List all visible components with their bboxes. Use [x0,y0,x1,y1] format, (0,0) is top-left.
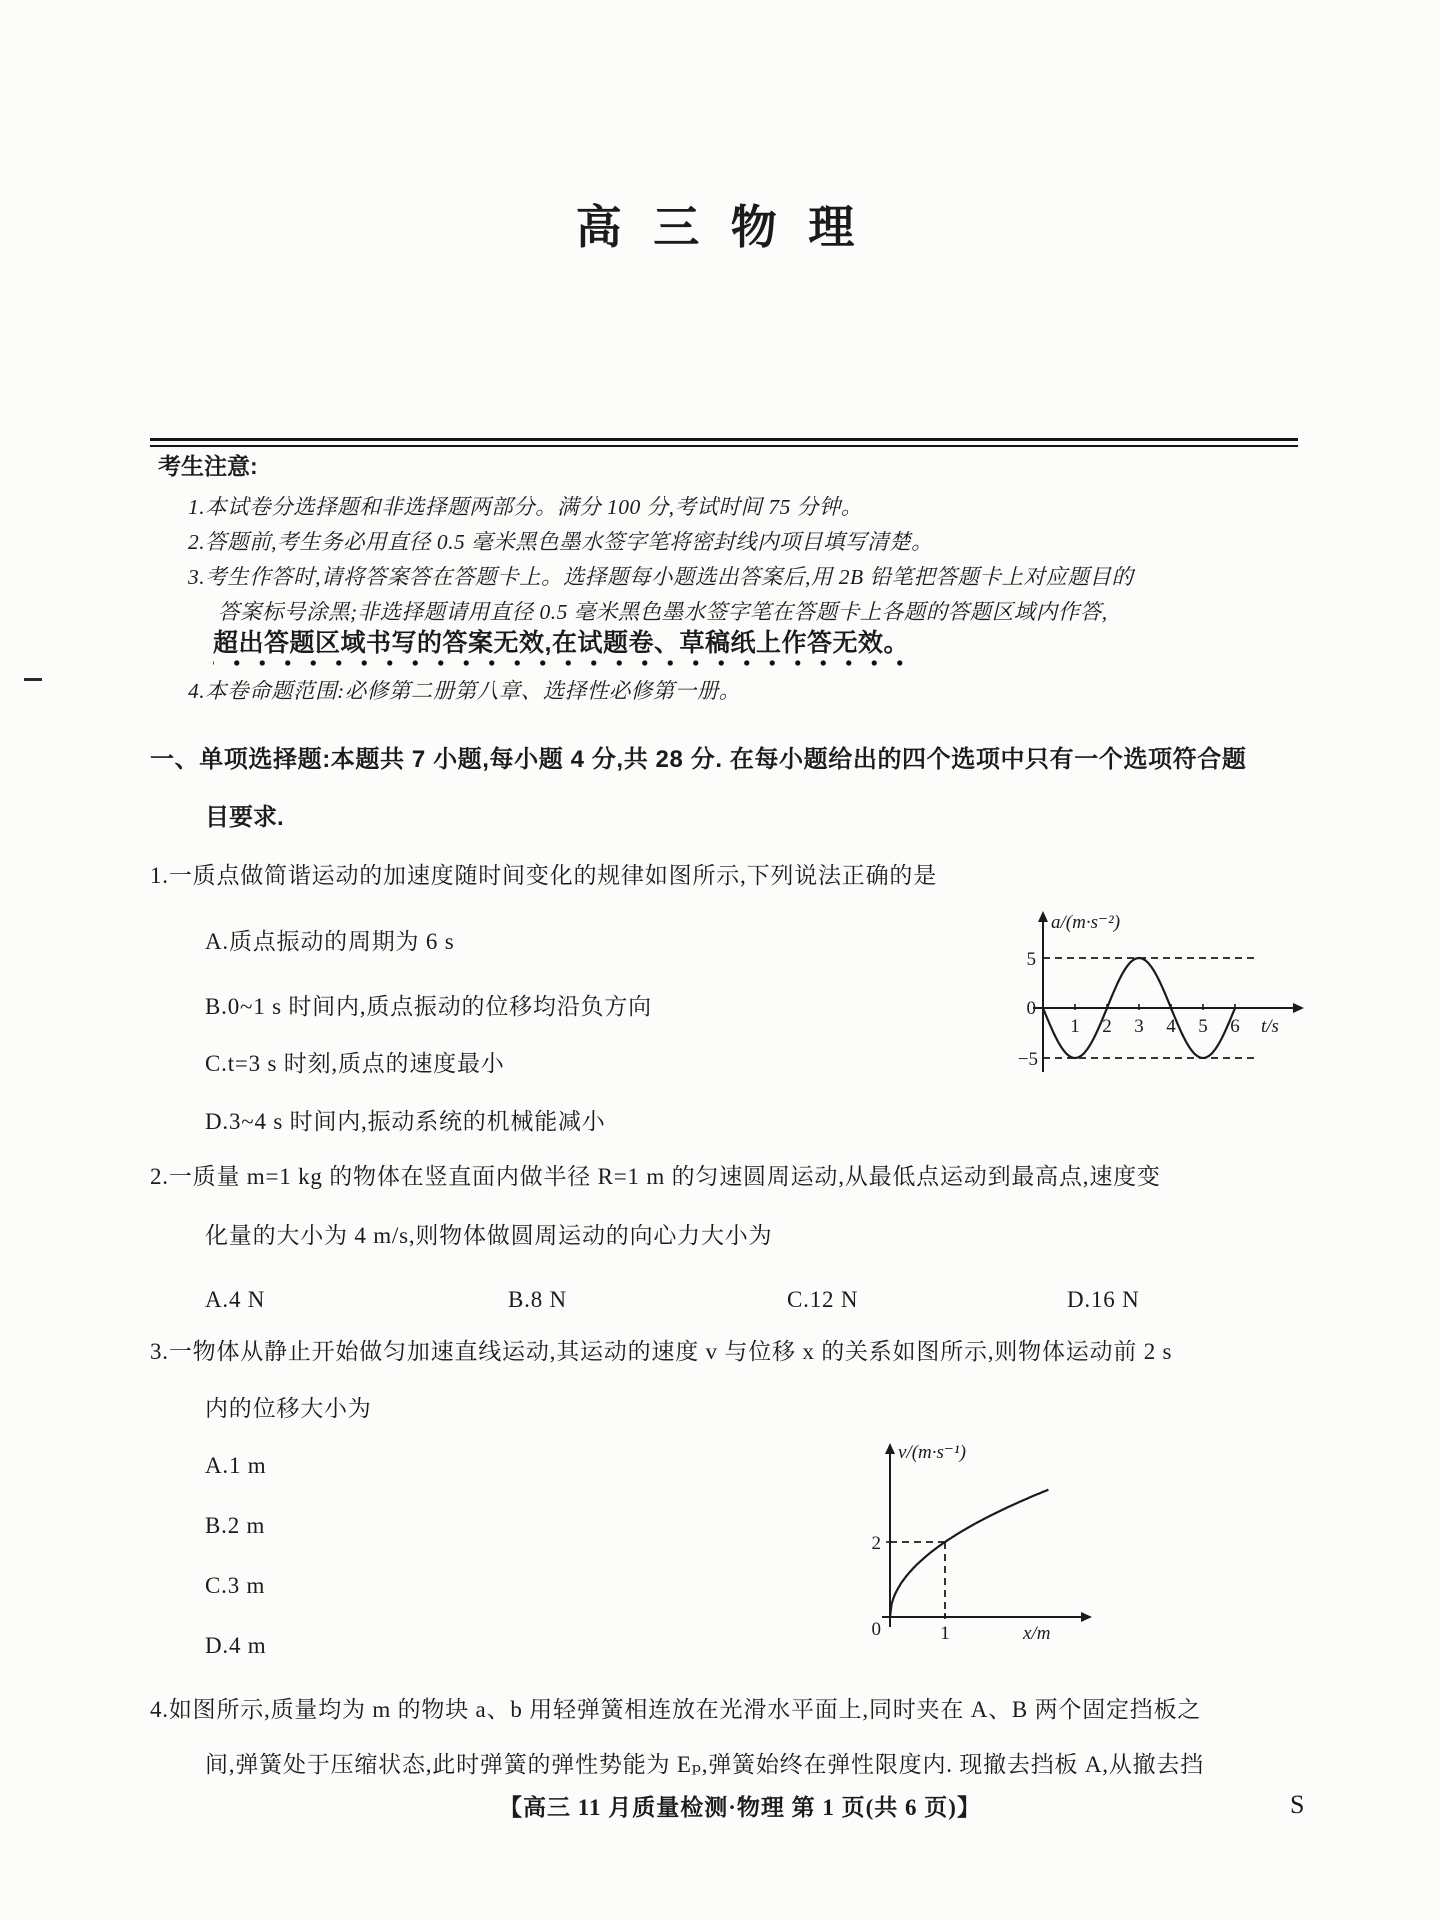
question-3-stem-line2: 内的位移大小为 [205,1396,372,1421]
notice-heading: 考生注意: [158,453,258,479]
margin-print-mark [24,678,42,681]
svg-text:x/m: x/m [1023,1623,1051,1644]
section-heading-line2: 目要求. [205,804,284,831]
notice-item-4: 4.本卷命题范围:必修第二册第八章、选择性必修第一册。 [188,679,741,703]
notice-item-3-line1: 3.考生作答时,请将答案答在答题卡上。选择题每小题选出答案后,用 2B 铅笔把答题卡上对应题目的 [188,565,1134,589]
question-1-option-d: D.3~4 s 时间内,振动系统的机械能减小 [205,1109,606,1134]
question-3-stem-line1: 3.一物体从静止开始做匀加速直线运动,其运动的速度 v 与位移 x 的关系如图所示,则物体运动前 2 s [150,1339,1173,1364]
svg-text:6: 6 [1230,1016,1240,1037]
question-3-option-a: A.1 m [205,1453,267,1478]
svg-text:0: 0 [1026,998,1036,1019]
question-4-stem-line1: 4.如图所示,质量均为 m 的物块 a、b 用轻弹簧相连放在光滑水平面上,同时夹在 A、B 两个固定挡板之 [150,1697,1202,1722]
svg-text:2: 2 [1102,1016,1112,1037]
question-1-stem: 1.一质点做简谐运动的加速度随时间变化的规律如图所示,下列说法正确的是 [150,863,937,888]
question-3-option-d: D.4 m [205,1633,267,1658]
page-footer: 【高三 11 月质量检测·物理 第 1 页(共 6 页)】 [499,1795,981,1820]
question-3-option-b: B.2 m [205,1513,266,1538]
question-1-option-a: A.质点振动的周期为 6 s [205,929,455,954]
svg-text:3: 3 [1134,1016,1144,1037]
question-2-stem-line2: 化量的大小为 4 m/s,则物体做圆周运动的向心力大小为 [205,1223,773,1248]
question-2-option-a: A.4 N [205,1287,266,1312]
svg-text:−5: −5 [1017,1049,1038,1070]
question-1-option-b: B.0~1 s 时间内,质点振动的位移均沿负方向 [205,994,652,1019]
question-2-option-c: C.12 N [787,1287,859,1312]
svg-text:a/(m·s⁻²): a/(m·s⁻²) [1051,912,1121,933]
notice-item-1: 1.本试卷分选择题和非选择题两部分。满分 100 分,考试时间 75 分钟。 [188,495,863,519]
svg-text:1: 1 [940,1623,950,1644]
notice-item-2: 2.答题前,考生务必用直径 0.5 毫米黑色墨水签字笔将密封线内项目填写清楚。 [188,530,934,554]
svg-text:2: 2 [871,1533,881,1554]
question-3-figure [865,1442,1095,1647]
svg-text:t/s: t/s [1261,1016,1279,1037]
header-divider [150,438,1298,447]
notice-item-3-line2: 答案标号涂黑;非选择题请用直径 0.5 毫米黑色墨水签字笔在答题卡上各题的答题区域内作答, [218,600,1108,624]
svg-text:4: 4 [1166,1016,1176,1037]
corner-mark: S [1290,1790,1305,1819]
question-2-option-b: B.8 N [508,1287,567,1312]
svg-text:5: 5 [1026,949,1036,970]
svg-text:0: 0 [871,1619,881,1640]
section-heading-line1: 一、单项选择题:本题共 7 小题,每小题 4 分,共 28 分. 在每小题给出的四个选项中只有一个选项符合题 [150,746,1247,773]
svg-text:5: 5 [1198,1016,1208,1037]
question-2-stem-line1: 2.一质量 m=1 kg 的物体在竖直面内做半径 R=1 m 的匀速圆周运动,从最低点运动到最高点,速度变 [150,1164,1161,1189]
svg-text:v/(m·s⁻¹): v/(m·s⁻¹) [898,1442,966,1463]
question-1-figure [1015,910,1305,1085]
svg-text:1: 1 [1070,1016,1080,1037]
question-4-stem-line2: 间,弹簧处于压缩状态,此时弹簧的弹性势能为 Eₚ,弹簧始终在弹性限度内. 现撤去挡板 A,从撤去挡 [205,1752,1205,1777]
notice-item-3-emphasis: 超出答题区域书写的答案无效,在试题卷、草稿纸上作答无效。 [213,631,909,667]
question-1-option-c: C.t=3 s 时刻,质点的速度最小 [205,1051,505,1076]
question-2-option-d: D.16 N [1067,1287,1140,1312]
question-3-option-c: C.3 m [205,1573,266,1598]
page-title: 高 三 物 理 [575,202,865,253]
